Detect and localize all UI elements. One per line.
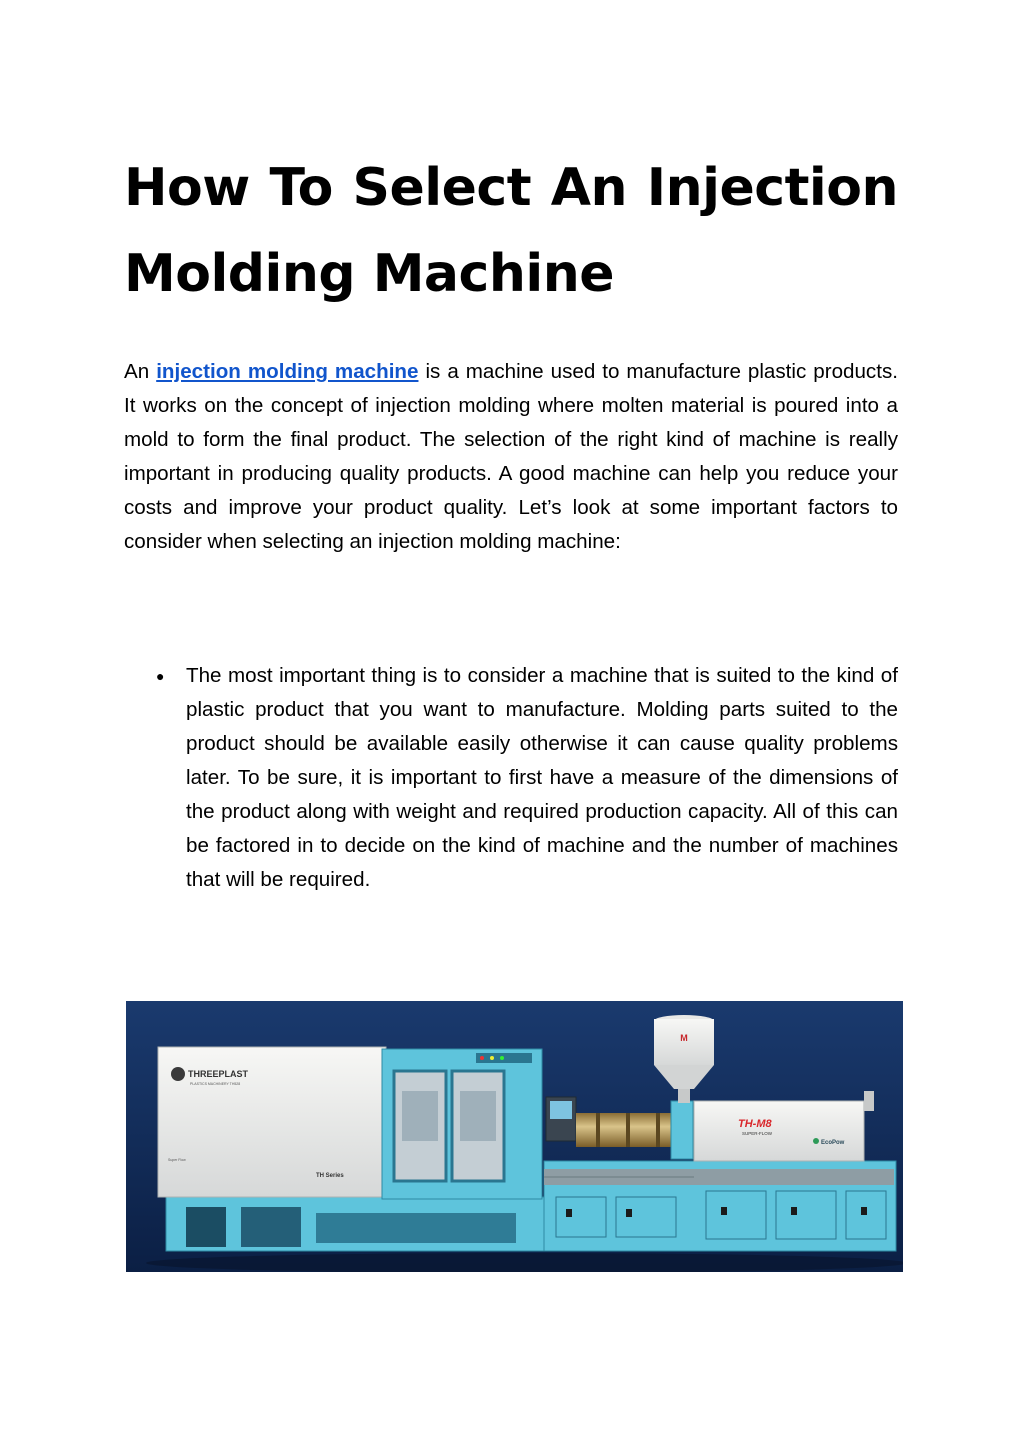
list-item (124, 659, 898, 897)
intro-suffix: is a machine used to manufacture plastic products. It works on the concept of injection molding where molten material is poured into a mold to form the final product. The selection of the right kind of machine is really important in producing quality products. A good machine can help you reduce your costs and improve your product quality. Let’s look at some important factors to consider when selecting an injection molding machine: (124, 360, 898, 553)
injection-molding-machine-link[interactable]: injection molding machine (156, 360, 419, 383)
brand-subtext: PLASTICS MACHINERY TH528 (190, 1082, 241, 1086)
series-label: TH Series (316, 1173, 344, 1179)
small-label: Super Flow (168, 1158, 186, 1162)
intro-paragraph (124, 355, 898, 559)
model-label: TH-M8 (738, 1118, 772, 1130)
list-item-text: The most important thing is to consider a machine that is suited to the kind of plastic product that you want to manufacture. Molding parts suited to the product should be available easily otherwise it can cause quality problems later. To be sure, it is important to first have a measure of the dimensions of the product along with weight and required production capacity. All of this can be factored in to decide on the kind of machine and the number of machines that will be required. (186, 664, 898, 891)
injection-unit-cover (694, 1101, 864, 1161)
intro-prefix: An (124, 360, 157, 383)
machine-illustration (126, 1001, 903, 1272)
model-sublabel: SUPER-FLOW (742, 1131, 773, 1136)
injection-molding-machine-photo (126, 1001, 903, 1272)
page-title: How To Select An Injection Molding Machine (124, 158, 898, 304)
bullet-marker: ● (156, 668, 165, 684)
eco-label: EcoPow (821, 1140, 845, 1146)
factor-list (124, 659, 898, 897)
brand-text: THREEPLAST (188, 1069, 249, 1079)
hopper-logo: M (680, 1033, 688, 1043)
